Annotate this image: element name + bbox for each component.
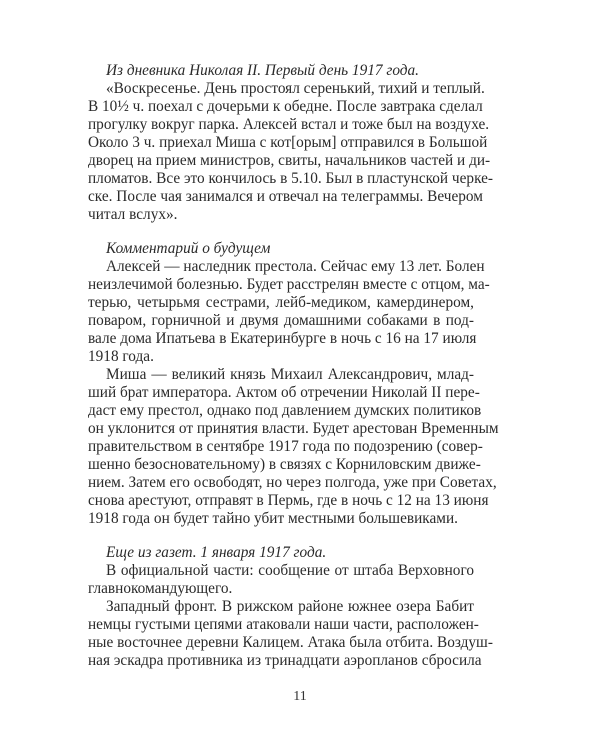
section: [88, 62, 494, 224]
text-line: «Воскресенье. День простоял серенький, тихий и теплый.: [106, 80, 485, 97]
text-line: шенно безосновательному) в связях с Корниловским движе-: [88, 456, 481, 473]
text-line: поваром, горничной и двумя домашними собаками в под-: [88, 312, 474, 329]
text-line: В официальной части: сообщение от штаба Верховного: [106, 562, 474, 579]
text-line: правительством в сентябре 1917 года по подозрению (совер-: [88, 438, 483, 455]
text-line: немцы густыми цепями атаковали наши части, расположен-: [88, 616, 479, 633]
text-line: 1918 года он будет тайно убит местными большевиками.: [88, 510, 458, 527]
paragraph: [88, 598, 493, 670]
section: [88, 240, 499, 528]
text-line: снова арестуют, отправят в Пермь, где в ночь с 12 на 13 июня: [88, 492, 489, 509]
text-line: Около 3 ч. приехал Миша с кот[орым] отправился в Большой: [88, 134, 488, 151]
section-heading: Из дневника Николая II. Первый день 1917 года.: [106, 62, 419, 79]
section-heading: Комментарий о будущем: [106, 240, 271, 257]
text-line: ная эскадра противника из тринадцати аэропланов сбросила: [88, 652, 482, 669]
page-body: [88, 62, 499, 670]
text-line: вале дома Ипатьева в Екатеринбурге в ночь с 16 на 17 июля: [88, 330, 477, 347]
page-number: 11: [293, 689, 307, 704]
paragraph: [88, 80, 494, 224]
text-line: Миша — великий князь Михаил Александрович, млад-: [106, 366, 474, 383]
section: [88, 544, 493, 670]
text-line: Алексей — наследник престола. Сейчас ему 13 лет. Болен: [106, 258, 485, 275]
text-line: ший брат императора. Актом об отречении Николай II пере-: [88, 384, 480, 401]
text-line: прогулку вокруг парка. Алексей встал и тоже был на воздухе.: [88, 116, 490, 133]
section-heading: Еще из газет. 1 января 1917 года.: [106, 544, 327, 561]
text-line: дворец на прием министров, свиты, начальников частей и ди-: [88, 152, 491, 169]
text-line: В 10½ ч. поехал с дочерьми к обедне. После завтрака сделал: [88, 98, 483, 115]
text-line: пломатов. Все это кончилось в 5.10. Был в пластунской черке-: [88, 170, 494, 187]
text-line: терью, четырьмя сестрами, лейб-медиком, камердинером,: [88, 294, 474, 311]
text-line: ные восточнее деревни Калицем. Атака была отбита. Воздуш-: [88, 634, 493, 651]
text-line: главнокомандующего.: [88, 580, 233, 597]
text-line: 1918 года.: [88, 348, 154, 365]
text-line: нием. Затем его освободят, но через полгода, уже при Советах,: [88, 474, 497, 491]
text-line: читал вслух».: [88, 206, 178, 223]
paragraph: [88, 562, 474, 598]
text-line: Западный фронт. В рижском районе южнее озера Бабит: [106, 598, 474, 615]
text-line: ске. После чая занимался и отвечал на телеграммы. Вечером: [88, 188, 483, 205]
text-line: даст ему престол, однако под давлением думских политиков: [88, 402, 482, 419]
text-line: он уклонится от принятия власти. Будет арестован Временным: [88, 420, 499, 437]
text-line: неизлечимой болезнью. Будет расстрелян вместе с отцом, ма-: [88, 276, 490, 293]
paragraph: [88, 258, 490, 366]
paragraph: [88, 366, 499, 528]
